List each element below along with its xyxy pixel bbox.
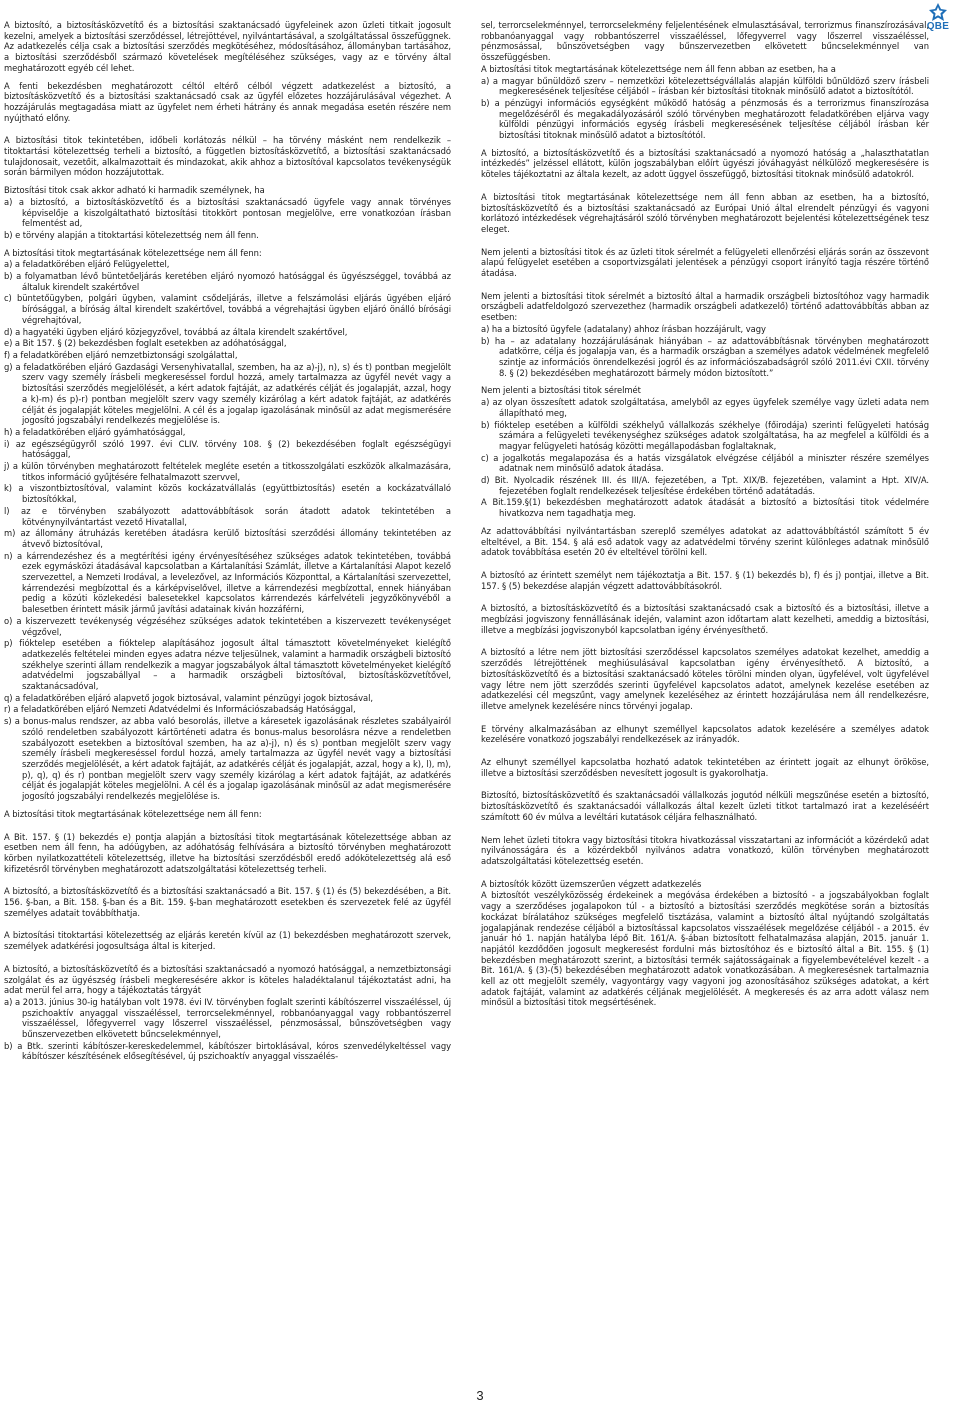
paragraph: a) a 2013. június 30-ig hatályban volt 1978. évi IV. törvényben foglalt szerinti kábítószerrel visszaéléssel, új pszichoaktív anyaggal visszaéléssel, terrorcselekménnyel, robbanóanyaggal vagy robbantószerrel visszaéléssel, lőfegyverrel vagy lőszerrel visszaéléssel, pénzmosással, bűnszövetségben vagy bűnszervezetben elkövetett bűncselekménnyel, xyxy=(4,996,451,1040)
paragraph: b) a folyamatban lévő büntetőeljárás keretében eljáró nyomozó hatósággal és ügyészséggel, továbbá az általuk kirendelt szakértővel xyxy=(4,271,451,292)
paragraph: b) e törvény alapján a titoktartási kötelezettség nem áll fenn. xyxy=(4,229,259,240)
paragraph: s) a bonus-malus rendszer, az abba való besorolás, illetve a káresetek igazolásának részletes szabályairól szóló rendeletben szabályozott kártörténeti adatra és bonus-malus besorolásra nézve a rendeletben szabályozott esetekben a biztosítóval szemben, ha az a)-j), n) és s) pontban megjelölt szerv vagy személy írásbeli megkereséssel fordul hozzá, amely tartalmazza az ügyfél nevét vagy a biztosítási szerződés megjelölését, a kért adatok fajtáját, az adatkérés célját és jogalapját, azzal, hogy a k), l), m), p), q), q) és r) pontban megjelölt szerv vagy személy kizárólag a kért adatok fajtáját, az adatkérés célját és jogalapját köteles megjelölni. A cél és a jogalap igazolásának minősül az adat megismerésére jogosító jogszabályi rendelkezés megjelölése is. xyxy=(4,716,451,802)
paragraph: q) a feladatkörében eljáró alapvető jogok biztosával, valamint pénzügyi jogok biztosával, xyxy=(4,692,374,703)
paragraph: Biztosító, biztosításközvetítő és szaktanácsadói vállalkozás jogutód nélküli megszűnése esetén a biztosító, biztosításközvetítő és szaktanácsadói vállalkozás által kezelt üzleti titkot tartalmazó irat a kezeléséért számított 60 év múlva a levéltári kutatások céljára felhasználható. xyxy=(481,790,929,822)
paragraph: g) a feladatkörében eljáró Gazdasági Versenyhivatallal, szemben, ha az a)-j), n), s) és t) pontban megjelölt szerv vagy személy írásbeli megkereséssel fordul hozzá, amely tartalmazza az ügyfél nevét vagy a biztosítási szerződés megjelölését, a kért adatok fajtáját, az adatkérés célját és jogalapját, azzal, hogy a k)-m) és p)-r) pontban megjelölt szerv vagy személy kizárólag a kért adatok fajtáját, az adatkérés célját és jogalapját köteles megjelölni. A cél és a jogalap igazolásának minősül az adat megismerésére jogosító jogszabályi rendelkezés megjelölése is. xyxy=(4,361,451,426)
paragraph: h) a feladatkörében eljáró gyámhatósággal, xyxy=(4,426,186,437)
paragraph: d) Bit. Nyolcadik részének III. és III/A. fejezetében, a Tpt. XIX/B. fejezetében, valamint a Hpt. XIV/A. fejezetében foglalt rendelkezések teljesítése érdekében történő adatátadás. xyxy=(481,475,929,496)
paragraph: o) a kiszervezett tevékenység végzéséhez szükséges adatok tekintetében a kiszervezett tevékenységet végzővel, xyxy=(4,615,451,637)
paragraph: a) a biztosító, a biztosításközvetítő és a biztosítási szaktanácsadó ügyfele vagy annak törvényes képviselője a kiszolgáltatható biztosítási titokkört pontosan megjelölve, erre vonatkozóan írásban felmentést ad, xyxy=(4,196,451,229)
paragraph: A biztosító, a biztosításközvetítő és a biztosítási szaktanácsadó a nyomozó hatósággal, a nemzetbiztonsági szolgálat és az ügyészség írásbeli megkeresésére akkor is köteles haladéktalanul tájékoztatást adni, ha adat merül fel arra, hogy a tájékoztatás tárgyát xyxy=(4,963,451,996)
paragraph: e) a Bit 157. § (2) bekezdésben foglalt esetekben az adóhatósággal, xyxy=(4,338,287,349)
paragraph: b) a Btk. szerinti kábítószer-kereskedelemmel, kábítószer birtoklásával, kóros szenvedélykeltéssel vagy kábítószer készítésének elősegítésével, új pszichoaktív anyaggal visszaélés- xyxy=(4,1040,451,1062)
paragraph: Nem lehet üzleti titokra vagy biztosítási titokra hivatkozással visszatartani az információt a közérdekű adat nyilvánosságára és a közérdekből nyilvános adatra vonatkozó, külön törvényben meghatározott adatszolgáltatási kötelezettség esetén. xyxy=(481,834,929,866)
page-number: 3 xyxy=(476,1388,484,1403)
paragraph: A biztosítók között üzemszerűen végzett adatkezelés xyxy=(481,878,702,889)
paragraph: f) a feladatkörében eljáró nemzetbiztonsági szolgálattal, xyxy=(4,349,238,360)
paragraph: A biztosító, a biztosításközvetítő és a biztosítási szaktanácsadó a Bit. 157. § (1) és (5) bekezdésében, a Bit. 156. §-ban, a Bit. 158. §-ban és a Bit. 159. §-ban meghatározott esetekben és szervezetek felé az ügyfél személyes adatait továbbíthatja. xyxy=(4,886,451,918)
paragraph: A biztosító, a biztosításközvetítő és a biztosítási szaktanácsadó ügyfeleinek azon üzleti titkait jogosult kezelni, amelyek a biztosítási szerződéssel, létrejöttével, nyilvántartásával, a szolgáltatással összefüggnek. Az adatkezelés célja csak a biztosítási szerződés megkötéséhez, módosításához, állományban tartásához, a biztosítási szerződésből származó követelések megítéléséhez szükséges, vagy az e törvény által meghatározott egyéb cél lehet. xyxy=(4,20,451,73)
paragraph: A Bit.159.§(1) bekezdésben meghatározott adatok átadását a biztosító a biztosítási titok védelmére hivatkozva nem tagadhatja meg. xyxy=(481,497,929,519)
paragraph: sel, terrorcselekménnyel, terrorcselekmény feljelentésének elmulasztásával, terrorizmus finanszírozásával, robbanóanyaggal vagy robbantószerrel visszaéléssel, lőfegyverrel vagy lőszerrel visszaéléssel, pénzmosással, bűnszövetségben vagy bűnszervezetben elkövetett bűncselekménnyel van összefüggésben. xyxy=(481,20,929,63)
qbe-star-icon xyxy=(928,2,948,22)
paragraph: A biztosító, a biztosításközvetítő és a biztosítási szaktanácsadó a nyomozó hatóság a „halaszthatatlan intézkedés” jelzéssel ellátott, külön jogszabályban előírt ügyészi jóváhagyást nélkülöző megkeresésére is köteles tájékoztatni az általa kezelt, az adott üggyel összefüggő, biztosítási titoknak minősülő adatokról. xyxy=(481,147,929,180)
paragraph: Nem jelenti a biztosítási titok és az üzleti titok sérelmét a felügyeleti ellenőrzési eljárás során az összevont alapú felügyelet esetében a csoportvizsgálati jelentések a pénzügyi csoport irányító tagja részére történő átadása. xyxy=(481,246,929,279)
paragraph: A biztosítási titok megtartásának kötelezettsége nem áll fenn: xyxy=(4,808,262,819)
paragraph: Az adattovábbítási nyilvántartásban szereplő személyes adatokat az adattovábbítástól számított 5 év elteltével, a Bit. 154. § alá eső adatok vagy az adatvédelmi törvény szerint különleges adatnak minősülő adatok továbbítása esetén 20 év elteltével törölni kell. xyxy=(481,525,929,558)
paragraph: A biztosító a létre nem jött biztosítási szerződéssel kapcsolatos személyes adatokat kezelhet, ameddig a szerződés létrejöttének meghiúsulásával kapcsolatban igény érvényesíthető. A biztosító, a biztosításközvetítő és a biztosítási szaktanácsadó köteles törölni minden olyan, ügyfelével, volt ügyfelével vagy létre nem jött szerződés szerinti ügyfelével kapcsolatos adatot, amelynek kezelése esetében az adatkezelési cél megszűnt, vagy amelynek kezeléséhez az érintett hozzájárulása nem áll rendelkezésre, illetve amelynek kezelésére nincs törvényi jogalap. xyxy=(481,647,929,711)
logo-text: QBE xyxy=(926,21,950,32)
paragraph: a) a feladatkörében eljáró Felügyelettel, xyxy=(4,259,170,270)
paragraph: m) az állomány átruházás keretében átadásra kerülő biztosítási szerződési állomány tekintetében az átvevő biztosítóval, xyxy=(4,528,451,549)
paragraph: E törvény alkalmazásában az elhunyt személlyel kapcsolatos adatok kezelésére a személyes adatok kezelésére vonatkozó jogszabályi rendelkezések az irányadók. xyxy=(481,723,929,745)
paragraph: a) a magyar bűnüldöző szerv – nemzetközi kötelezettségvállalás alapján külföldi bűnüldöző szerv írásbeli megkeresésének teljesítése céljából – írásban kér biztosítási titoknak minősülő adatot a biztosítótól. xyxy=(481,75,929,97)
left-column xyxy=(4,20,451,1063)
right-column xyxy=(481,20,929,1015)
paragraph: i) az egészségügyről szóló 1997. évi CLIV. törvény 108. § (2) bekezdésében foglalt egészségügyi hatósággal, xyxy=(4,438,451,460)
paragraph: A biztosítót veszélyközösség érdekeinek a megóvása érdekében a biztosító - a jogszabályokban foglalt vagy a szerződéses jogalapokon túl - a biztosító a biztosítási szerződés megkötése során a biztosítás kockázat bírálatához szükséges megfelelő tisztázása, valamint a biztosító által nyújtandó szolgáltatás jogalapjának rendezése céljából a biztosítással kapcsolatos visszaélések megelőzése céljából - a 2015. év január hó 1. napján hatályba lépő Bit. 161/A. §-ában biztosított felhatalmazása alapján, 2015. január 1. napjától kezdődően jogosult megkeresést fordulni más biztosítóhoz és e biztosító által a Bit. 155. § (1) bekezdésben meghatározott szerint, a biztosítási termék sajátosságainak a figyelembevételével kezelt - a Bit. 161/A. § (3)-(5) bekezdésében meghatározott adatok vonatkozásában. A megkeresésnek tartalmaznia kell az ott megjelölt személy, vagyontárgy vagy vagyoni jog azonosításához szükséges adatokat, a kért adatok fajtáját, valamint az adatkérés céljának megjelölését. A megkeresés és az arra adott válasz nem minősül a biztosítási titok megsértésének. xyxy=(481,890,929,1008)
paragraph: k) a viszontbiztosítóval, valamint közös kockázatvállalás (együttbiztosítás) esetén a kockázatvállaló biztosítókkal, xyxy=(4,483,451,505)
paragraph: c) büntetőügyben, polgári ügyben, valamint csődeljárás, illetve a felszámolási eljárás ügyében eljáró bírósággal, a bíróság által kirendelt szakértővel, továbbá a végrehajtási ügyben eljáró önálló bírósági végrehajtóval, xyxy=(4,293,451,325)
paragraph: j) a külön törvényben meghatározott feltételek megléte esetén a titkosszolgálati eszközök alkalmazására, titkos információ gyűjtésére felhatalmazott szervvel, xyxy=(4,461,451,482)
paragraph: c) a jogalkotás megalapozása és a hatás vizsgálatok elvégzése céljából a miniszter részére személyes adatnak nem minősülő adatok átadása. xyxy=(481,452,929,474)
paragraph: a) az olyan összesített adatok szolgáltatása, amelyből az egyes ügyfelek személye vagy üzleti adata nem állapítható meg, xyxy=(481,397,929,418)
paragraph: A Bit. 157. § (1) bekezdés e) pontja alapján a biztosítási titok megtartásának kötelezettsége abban az esetben nem áll fenn, ha adóügyben, az adóhatóság felhívására a biztosító törvényben meghatározott körben nyilatkozattételi kötelezettség, illetve ha biztosítási szerződésből eredő adókötelezettség alá eső kifizetésről törvényben meghatározott adatszolgáltatási kötelezettség terheli. xyxy=(4,831,451,874)
paragraph: Nem jelenti a biztosítási titok sérelmét a biztosító által a harmadik országbeli biztosítóhoz vagy harmadik országbeli adatfeldolgozó szervezethez (harmadik országbeli adatkezelő) történő adattovábbítás abban az esetben: xyxy=(481,290,929,323)
paragraph: b) a pénzügyi információs egységként működő hatóság a pénzmosás és a terrorizmus finanszírozása megelőzéséről és megakadályozásáról szóló törvényben meghatározott feladatkörében eljárva vagy külföldi pénzügyi információs egység írásbeli megkeresésének teljesítése céljából írásban kér biztosítási titoknak minősülő adatot a biztosítótól. xyxy=(481,97,929,141)
paragraph: A biztosítási titok megtartásának kötelezettsége nem áll fenn abban az esetben, ha a xyxy=(481,63,836,74)
paragraph: Az elhunyt személlyel kapcsolatba hozható adatok tekintetében az érintett jogait az elhunyt örököse, illetve a biztosítási szerződésben nevesített jogosult is gyakorolhatja. xyxy=(481,757,929,778)
paragraph: A biztosítási titok tekintetében, időbeli korlátozás nélkül – ha törvény másként nem rendelkezik – titoktartási kötelezettség terheli a biztosító, a független biztosításközvetítő, a biztosítási szaktanácsadó tulajdonosait, vezetőit, alkalmazottait és mindazokat, akik ahhoz a biztosítóval kapcsolatos tevékenységük során bármilyen módon hozzájutottak. xyxy=(4,135,451,178)
paragraph: A biztosítási titoktartási kötelezettség az eljárás keretén kívül az (1) bekezdésben meghatározott szervek, személyek adatkérési jogosultsága által is kiterjed. xyxy=(4,930,451,952)
paragraph: A biztosítási titok megtartásának kötelezettsége nem áll fenn abban az esetben, ha a biztosító, biztosításközvetítő és a biztosítási szaktanácsadó az Európai Unió által elrendelt pénzügyi és vagyoni korlátozó intézkedések végrehajtásáról szóló törvényben meghatározott bejelentési kötelezettségének tesz eleget. xyxy=(481,191,929,234)
paragraph: A fenti bekezdésben meghatározott céltól eltérő célból végzett adatkezelést a biztosító, a biztosításközvetítő és a biztosítási szaktanácsadó csak az ügyfél előzetes hozzájárulásával végezhet. A hozzájárulás megtagadása miatt az ügyfelet nem érheti hátrány és annak megadása esetén részére nem nyújtható előny. xyxy=(4,80,451,123)
paragraph: p) fióktelep esetében a fióktelep alapításához jogosult által támasztott követelményeket kielégítő adatkezelés feltételei minden egyes adatra nézve teljesülnek, valamint a harmadik országbeli biztosító székhelye szerinti állam rendelkezik a magyar jogszabályok által támasztott követelményeket kielégítő adatvédelmi jogszabállyal – a harmadik országbeli biztosítóval, biztosításközvetítővel, szaktanácsadóval, xyxy=(4,638,451,692)
paragraph: A biztosítási titok megtartásának kötelezettsége nem áll fenn: xyxy=(4,247,262,258)
paragraph: d) a hagyatéki ügyben eljáró közjegyzővel, továbbá az általa kirendelt szakértővel, xyxy=(4,326,348,337)
paragraph: a) ha a biztosító ügyfele (adatalany) ahhoz írásban hozzájárult, vagy xyxy=(481,323,766,334)
paragraph: A biztosító az érintett személyt nem tájékoztatja a Bit. 157. § (1) bekezdés b), f) és j) pontjai, illetve a Bit. 157. § (5) bekezdése alapján végzett adattovábbításokról. xyxy=(481,569,929,591)
paragraph: Nem jelenti a biztosítási titok sérelmét xyxy=(481,385,641,396)
paragraph: n) a kárrendezéshez és a megtérítési igény érvényesítéséhez szükséges adatok tekintetében, továbbá ezek egymásközi átadásával kapcsolatban a Kártalanítási Számlát, illetve a Kártalanítási Alapot kezelő szervezettel, a Nemzeti Irodával, a levelezővel, az Információs Központtal, a Kártalanítási szervezettel, kárrendezési megbízottal és a kárképviselővel, illetve a kárrendezési megbízottal, ennek hiányában pedig a közúti közlekedési balesetekkel kapcsolatos kárrendezés kárfelvételi jegyzőkönyvéből a balesetben érintett másik jármű javítási adatainak kiván hozzáférni, xyxy=(4,550,451,615)
paragraph: l) az e törvényben szabályozott adattovábbítások során átadott adatok tekintetében a kötvénynyilvántartást vezető Hivatallal, xyxy=(4,505,451,527)
paragraph: A biztosító, a biztosításközvetítő és a biztosítási szaktanácsadó csak a biztosító és a biztosítási, illetve a megbízási jogviszony fennállásának idején, valamint azon időtartam alatt kezelheti, ameddig a biztosítási, illetve a megbízási jogviszonyból kapcsolatban igény érvényesíthető. xyxy=(481,603,929,635)
paragraph: Biztosítási titok csak akkor adható ki harmadik személynek, ha xyxy=(4,185,265,196)
paragraph: r) a feladatkörében eljáró Nemzeti Adatvédelmi és Információszabadság Hatósággal, xyxy=(4,704,356,715)
paragraph: b) ha – az adatalany hozzájárulásának hiányában – az adattovábbításnak törvényben meghatározott adatkörre, célja és jogalapja van, és a harmadik országban a személyes adatok védelmének megfelelő szintje az információs önrendelkezési jogról és az információszabadságról szóló 2011.évi CXII. törvény 8. § (2) bekezdésében meghatározott bármely módon biztosított.” xyxy=(481,335,929,378)
paragraph: b) fióktelep esetében a külföldi székhelyű vállalkozás székhelye (főirodája) szerinti felügyeleti hatóság számára a felügyeleti tevékenységhez szükséges adatok szolgáltatása, ha az megfelel a külföldi és a magyar felügyeleti hatóság közötti megállapodásban foglaltaknak, xyxy=(481,419,929,451)
